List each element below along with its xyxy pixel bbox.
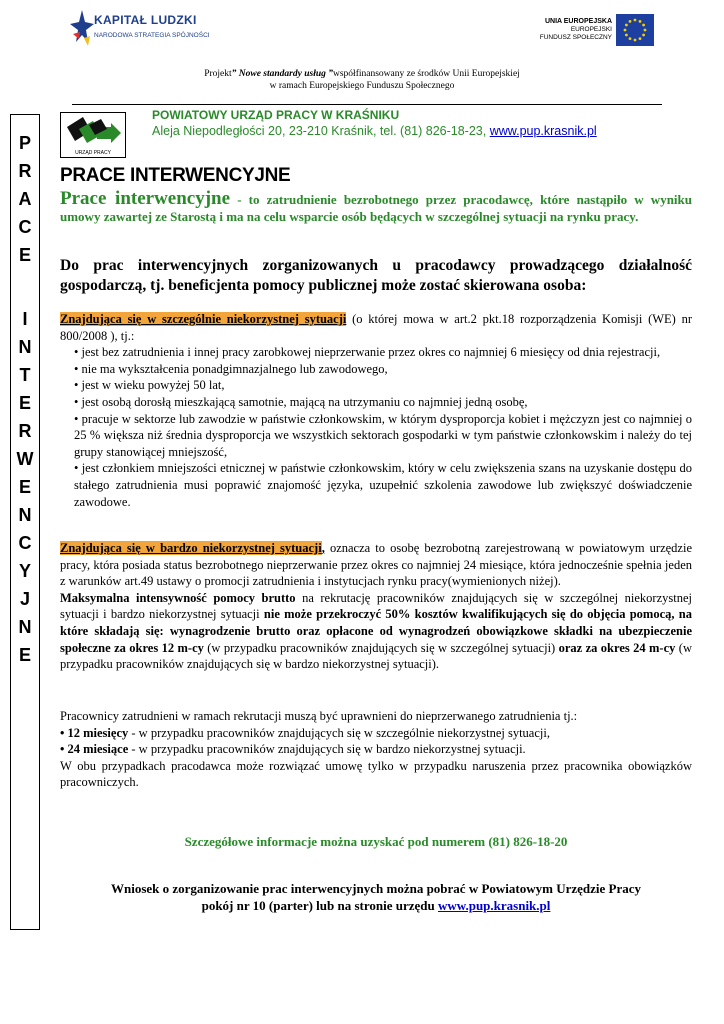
- top-divider: [72, 104, 662, 105]
- eu-flag-icon: [616, 14, 654, 46]
- eu-line1: UNIA EUROPEJSKA: [544, 18, 612, 25]
- section1-highlight: Znajdująca się w szczególnie niekorzystnej sytuacji: [60, 312, 347, 326]
- max-intensity-label: Maksymalna intensywność pomocy brutto: [60, 590, 296, 605]
- section2-text: oznacza to osobę bezrobotną zarejestrowaną w powiatowym urzędzie pracy, która posiada status bezrobotnego nieprzerwanie przez okres co najmniej 24 miesiące, która jednocześnie spełnia jeden z warunków art.49 ustawy o promocji zatrudnienia i instytucjach rynku pracy(wymienionych niżej).: [60, 541, 693, 589]
- vertical-letter: E: [18, 393, 31, 413]
- eu-label: [520, 18, 612, 42]
- project-post: współfinansowany ze środków Unii Europejskiej: [333, 69, 520, 79]
- vertical-letter: P: [18, 133, 31, 153]
- project-title: ” Nowe standardy usług ”: [231, 69, 333, 79]
- footer-note: [60, 880, 692, 914]
- footer-line2: pokój nr 10 (parter) lub na stronie urzędu: [201, 898, 439, 913]
- vertical-letter: J: [19, 589, 30, 609]
- duration-12-label: • 12 miesięcy: [60, 725, 129, 740]
- contact-info: Szczegółowe informacje można uzyskać pod numerem (81) 826-18-20: [184, 834, 568, 849]
- max-intensity-text2: (w przypadku pracowników znajdujących się w szczególnej sytuacji): [203, 640, 559, 655]
- kl-subtitle: NARODOWA STRATEGIA SPÓJNOŚCI: [94, 32, 210, 39]
- max-intensity-bold2: nie może przekroczyć 50% kosztów kwalifikujących się do objęcia pomocą, na które składają się: wynagrodzenie brutto oraz opłacone od wynagrodzeń obowiązkowe składki na ubezpieczenie społeczne za okres 12 m-cy: [60, 607, 692, 655]
- vertical-letter: I: [22, 309, 28, 329]
- vertical-letter: E: [18, 645, 31, 665]
- pup-name: POWIATOWY URZĄD PRACY W KRAŚNIKU: [152, 108, 400, 122]
- vertical-title-bar: [10, 114, 40, 930]
- section3-intro: Pracownicy zatrudnieni w ramach rekrutacji muszą być uprawnieni do nieprzerwanego zatrudnienia tj.:: [60, 709, 578, 723]
- definition-term: Prace interwencyjne: [60, 188, 231, 209]
- pup-logo: [60, 112, 126, 158]
- eu-line2: EUROPEJSKI: [570, 26, 612, 33]
- pup-address: [152, 124, 597, 138]
- vertical-letter: Y: [18, 561, 31, 581]
- section3-outro: W obu przypadkach pracodawca może rozwiązać umowę tylko w przypadku naruszenia przez pracownika obowiązków pracowniczych.: [60, 758, 692, 790]
- vertical-letter: C: [18, 533, 32, 553]
- vertical-letter: T: [19, 365, 31, 385]
- section2-comma: ,: [321, 541, 325, 555]
- section1-bullet: • jest w wieku powyżej 50 lat,: [74, 378, 225, 393]
- footer-line1: Wniosek o zorganizowanie prac interwencyjnych można pobrać w Powiatowym Urzędzie Pracy: [110, 881, 642, 896]
- lead-paragraph: Do prac interwencyjnych zorganizowanych u pracodawcy prowadzącego działalność gospodarczą, tj. beneficjenta pomocy publicznej może zostać skierowana osoba:: [60, 257, 692, 294]
- max-intensity-text3: (w przypadku pracowników znajdujących się w bardzo niekorzystnej sytuacji).: [60, 640, 692, 672]
- definition: [60, 190, 692, 225]
- footer-website-link[interactable]: www.pup.krasnik.pl: [438, 898, 551, 913]
- vertical-letter: N: [18, 337, 32, 357]
- vertical-letter: C: [18, 217, 32, 237]
- section-employment-duration: [60, 708, 692, 791]
- vertical-letter: R: [18, 161, 32, 181]
- section1-bullet: • jest członkiem mniejszości etnicznej w państwie członkowskim, który w celu zwiększenia szans na uzyskanie dostępu do stałego zatrudnienia musi poprawić znajomość języka, uzupełnić szkolenia zawodowe lub zwiększyć doświadczenie zawodowe.: [74, 461, 692, 509]
- project-pre: Projekt: [204, 69, 232, 79]
- vertical-letter: E: [18, 245, 31, 265]
- vertical-letter: N: [18, 617, 32, 637]
- pup-website-link[interactable]: www.pup.krasnik.pl: [489, 124, 597, 138]
- pup-address-text: Aleja Niepodległości 20, 23-210 Kraśnik, tel. (81) 826-18-23,: [152, 124, 490, 138]
- vertical-letter: A: [18, 189, 32, 209]
- page-title: PRACE INTERWENCYJNE: [60, 165, 291, 186]
- section1-bullet: • nie ma wykształcenia ponadgimnazjalnego lub zawodowego,: [74, 361, 388, 376]
- eu-line3: FUNDUSZ SPOŁECZNY: [539, 34, 612, 41]
- max-intensity-bold3: oraz za okres 24 m-cy: [558, 640, 676, 655]
- kapital-ludzki-star-icon: [70, 8, 94, 50]
- section1-bullet: • jest bez zatrudnienia i innej pracy zarobkowej nieprzerwanie przez okres co najmniej 6 miesięcy od dnia rejestracji,: [74, 345, 661, 360]
- vertical-letter: R: [18, 421, 32, 441]
- section2-highlight: Znajdująca się w bardzo niekorzystnej sytuacji: [60, 541, 322, 555]
- project-line: [0, 68, 724, 92]
- definition-text: - to zatrudnienie bezrobotnego przez pracodawcę, które nastąpiło w wyniku umowy zawartej ze Starostą i ma na celu wsparcie osób będących w szczególnej sytuacji na rynku pracy.: [60, 192, 692, 224]
- section1-bullet: • jest osobą dorosłą mieszkającą samotnie, mającą na utrzymaniu co najmniej jedną osobę,: [74, 394, 528, 409]
- duration-12-text: - w przypadku pracowników znajdujących się w szczególnie niekorzystnej sytuacji,: [128, 725, 550, 740]
- vertical-letter: E: [18, 477, 31, 497]
- section-very-disadvantaged: [60, 540, 692, 673]
- section1-bullet: • pracuje w sektorze lub zawodzie w państwie członkowskim, w którym dysproporcja kobiet i mężczyzn jest co najmniej o 25 % większa niż średnia dysproporcja we wszystkich sektorach gospodarki w tym państwie członkowskim i należy do tej grupy stanowiącej mniejszość,: [74, 411, 692, 459]
- kl-title: KAPITAŁ LUDZKI: [94, 13, 197, 27]
- duration-24-label: • 24 miesiące: [60, 742, 129, 757]
- section1-intro: (o której mowa w art.2 pkt.18 rozporządzenia Komisji (WE) nr 800/2008 ), tj.:: [60, 312, 692, 343]
- max-intensity-text1: na rekrutację pracowników znajdujących się w szczególnej niekorzystnej sytuacji i bardzo niekorzystnej sytuacji: [60, 590, 692, 622]
- section-particularly-disadvantaged: [60, 311, 692, 510]
- vertical-letter: N: [18, 505, 32, 525]
- project-line2: w ramach Europejskiego Funduszu Społecznego: [269, 81, 455, 91]
- pup-logo-caption: URZĄD PRACY: [75, 150, 111, 156]
- vertical-letter: W: [16, 449, 34, 469]
- duration-24-text: - w przypadku pracowników znajdujących się w bardzo niekorzystnej sytuacji.: [128, 742, 526, 757]
